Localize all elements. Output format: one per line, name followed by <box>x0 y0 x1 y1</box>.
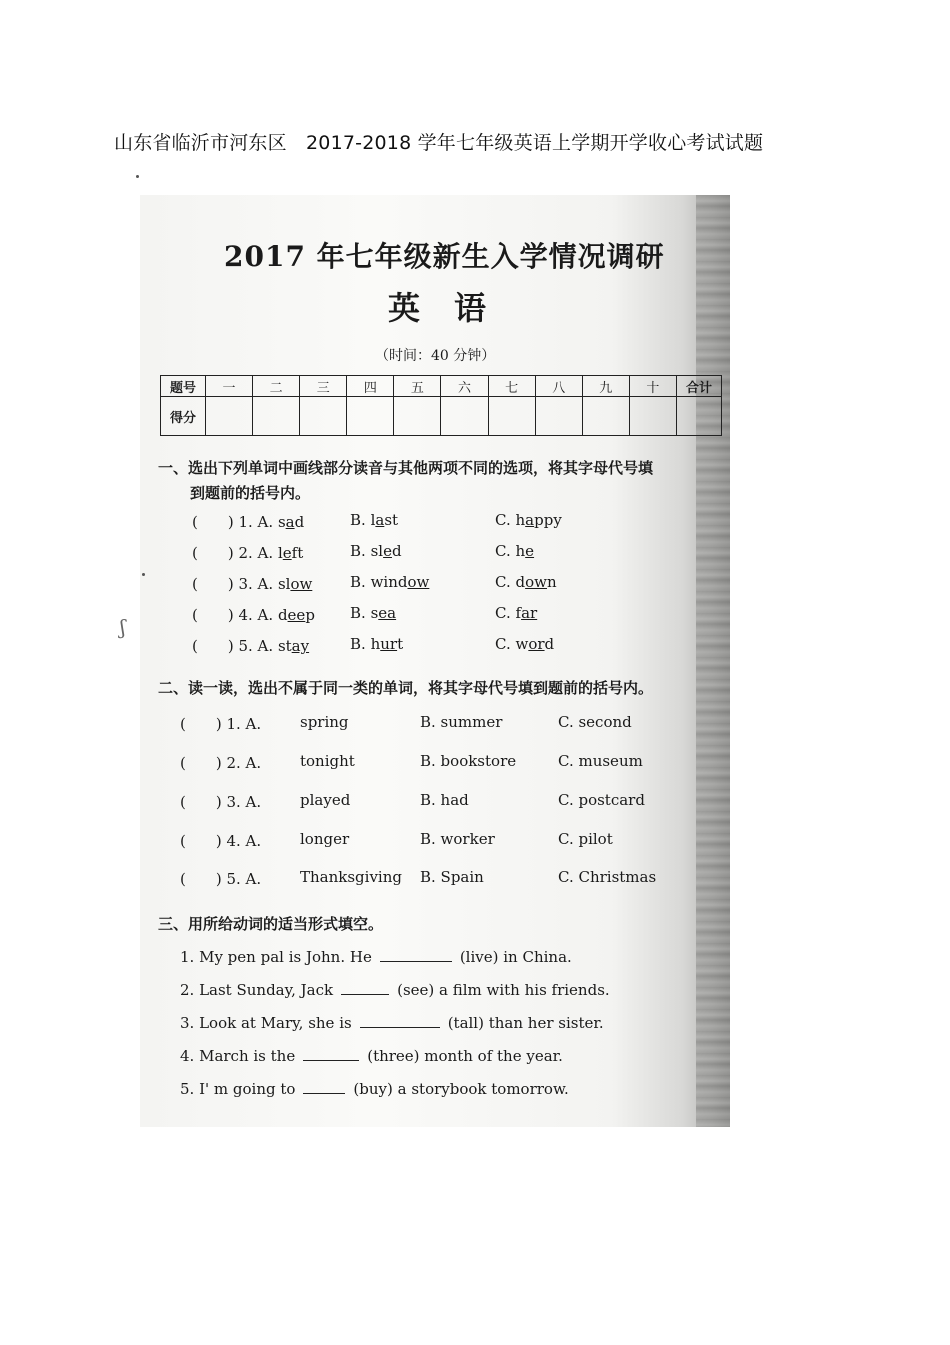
score-header-cell: 五 <box>394 376 441 397</box>
option-b: B. had <box>420 791 469 809</box>
answer-blank[interactable] <box>380 947 452 962</box>
underlined-part: ea <box>378 604 397 622</box>
section3-question <box>180 1079 569 1098</box>
scan-speck <box>136 175 139 178</box>
verb-hint: (three) month of the year. <box>367 1047 563 1065</box>
question-number: ( ) 1. A. <box>192 513 274 531</box>
word-part: w <box>515 635 529 653</box>
answer-blank[interactable] <box>341 980 389 995</box>
option-a: spring <box>300 713 349 731</box>
word-part: sl <box>277 575 291 593</box>
answer-blank[interactable] <box>360 1013 440 1028</box>
option-b: B. worker <box>420 830 495 848</box>
option-label: B. <box>350 542 366 560</box>
question-text: 4. March is the <box>180 1047 296 1065</box>
underlined-part: a <box>525 511 535 529</box>
word-part: wind <box>370 573 408 591</box>
section1-question <box>192 542 535 563</box>
underlined-part: ar <box>521 604 538 622</box>
word-part: s <box>277 513 286 531</box>
question-text: 3. Look at Mary, she is <box>180 1014 352 1032</box>
question-number: ( ) 4. A. <box>180 832 262 850</box>
score-cell <box>629 397 676 436</box>
underlined-part: ow <box>525 573 547 591</box>
underlined-part: ow <box>290 575 313 593</box>
scan-edge-shadow <box>696 195 730 1127</box>
score-cell <box>441 397 488 436</box>
option-b <box>350 573 429 591</box>
option-c <box>495 511 562 529</box>
score-header-cell: 六 <box>441 376 488 397</box>
score-header-cell: 七 <box>488 376 535 397</box>
score-cell <box>394 397 441 436</box>
score-header-cell: 一 <box>206 376 253 397</box>
pencil-mark: ʃ <box>120 615 126 639</box>
score-cell <box>582 397 629 436</box>
word-part: l <box>277 544 283 562</box>
scan-speck <box>142 573 145 576</box>
word-part: st <box>384 511 399 529</box>
score-header-cell: 题号 <box>161 376 206 397</box>
verb-hint: (live) in China. <box>459 948 572 966</box>
scanned-exam-page <box>120 195 730 1127</box>
option-c <box>495 542 534 560</box>
underlined-part: e <box>282 544 292 562</box>
document-title: 山东省临沂市河东区 2017-2018 学年七年级英语上学期开学收心考试试题 <box>114 132 764 154</box>
section1-question <box>192 604 538 625</box>
option-a: Thanksgiving <box>300 868 402 886</box>
option-a-word <box>278 575 312 593</box>
option-label: C. <box>495 604 511 622</box>
score-header-cell: 八 <box>535 376 582 397</box>
option-label: C. <box>495 635 511 653</box>
answer-blank[interactable] <box>303 1079 345 1094</box>
word-part: n <box>546 573 557 591</box>
question-text: 5. I' m going to <box>180 1080 296 1098</box>
score-cell <box>206 397 253 436</box>
underlined-part: a <box>285 513 295 531</box>
option-label: C. <box>495 573 511 591</box>
option-b: B. Spain <box>420 868 484 886</box>
word-part: h <box>370 635 381 653</box>
option-c: C. second <box>558 713 632 731</box>
option-c <box>495 604 537 622</box>
option-a-word <box>278 606 315 624</box>
word-part: l <box>370 511 376 529</box>
underlined-part: ay <box>291 637 310 655</box>
section2-title: 二、读一读，选出不属于同一类的单词，将其字母代号填到题前的括号内。 <box>158 679 654 697</box>
score-header-cell: 九 <box>582 376 629 397</box>
underlined-part: e <box>525 542 535 560</box>
option-b: B. bookstore <box>420 752 517 770</box>
option-label: B. <box>350 604 366 622</box>
option-c <box>495 573 557 591</box>
word-part: ft <box>291 544 304 562</box>
question-number: ( ) 1. A. <box>180 715 262 733</box>
score-header-cell: 二 <box>253 376 300 397</box>
option-a: longer <box>300 830 350 848</box>
score-cell <box>347 397 394 436</box>
word-part: d <box>544 635 555 653</box>
score-cell <box>488 397 535 436</box>
section1-title-line2: 到题前的括号内。 <box>190 484 311 502</box>
word-part: d <box>515 573 526 591</box>
option-c <box>495 635 554 653</box>
verb-hint: (buy) a storybook tomorrow. <box>353 1080 569 1098</box>
answer-blank[interactable] <box>303 1046 359 1061</box>
word-part: d <box>294 513 305 531</box>
option-b <box>350 635 403 653</box>
option-b: B. summer <box>420 713 503 731</box>
option-c: C. museum <box>558 752 643 770</box>
score-cell <box>253 397 300 436</box>
score-row-label: 得分 <box>161 397 206 436</box>
score-table <box>160 375 722 436</box>
question-text: 1. My pen pal is John. He <box>180 948 372 966</box>
section1-question <box>192 511 562 532</box>
section3-question <box>180 1013 604 1032</box>
option-b <box>350 542 402 560</box>
section1-question <box>192 573 557 594</box>
question-number: ( ) 5. A. <box>192 637 274 655</box>
option-c: C. postcard <box>558 791 645 809</box>
word-part: d <box>391 542 402 560</box>
exam-subject: 英语 <box>388 289 521 327</box>
exam-heading: 2017 年七年级新生入学情况调研 <box>224 240 665 273</box>
question-number: ( ) 2. A. <box>192 544 274 562</box>
option-label: C. <box>495 542 511 560</box>
section1-title-line1: 一、选出下列单词中画线部分读音与其他两项不同的选项，将其字母代号填 <box>158 459 654 477</box>
underlined-part: ee <box>287 606 306 624</box>
word-part: sl <box>370 542 384 560</box>
word-part: f <box>515 604 522 622</box>
word-part: t <box>397 635 404 653</box>
option-label: B. <box>350 511 366 529</box>
section1-question <box>192 635 555 656</box>
underlined-part: ow <box>407 573 430 591</box>
section3-question <box>180 1046 563 1065</box>
question-text: 2. Last Sunday, Jack <box>180 981 334 999</box>
underlined-part: a <box>375 511 385 529</box>
word-part: h <box>515 542 526 560</box>
option-a-word <box>278 513 304 531</box>
option-a: tonight <box>300 752 355 770</box>
word-part: s <box>370 604 379 622</box>
section3-question <box>180 980 610 999</box>
score-cell <box>677 397 722 436</box>
option-a: played <box>300 791 351 809</box>
word-part: ppy <box>534 511 562 529</box>
underlined-part: ur <box>380 635 398 653</box>
word-part: st <box>277 637 292 655</box>
question-number: ( ) 4. A. <box>192 606 274 624</box>
score-header-cell: 十 <box>629 376 676 397</box>
section3-title: 三、用所给动词的适当形式填空。 <box>158 915 384 933</box>
option-label: B. <box>350 635 366 653</box>
section3-question <box>180 947 572 966</box>
score-header-cell: 三 <box>300 376 347 397</box>
question-number: ( ) 3. A. <box>192 575 274 593</box>
underlined-part: e <box>383 542 392 560</box>
question-number: ( ) 3. A. <box>180 793 262 811</box>
question-number: ( ) 2. A. <box>180 754 262 772</box>
score-header-cell: 四 <box>347 376 394 397</box>
word-part: h <box>515 511 526 529</box>
score-header-cell: 合计 <box>677 376 722 397</box>
word-part: p <box>305 606 315 624</box>
underlined-part: or <box>528 635 545 653</box>
option-b <box>350 511 398 529</box>
option-a-word <box>278 637 309 655</box>
option-a-word <box>278 544 303 562</box>
question-number: ( ) 5. A. <box>180 870 262 888</box>
option-b <box>350 604 396 622</box>
score-cell <box>535 397 582 436</box>
score-cell <box>300 397 347 436</box>
option-c: C. Christmas <box>558 868 657 886</box>
exam-time: （时间：40 分钟） <box>375 348 496 364</box>
option-label: C. <box>495 511 511 529</box>
word-part: d <box>277 606 288 624</box>
verb-hint: (see) a film with his friends. <box>397 981 610 999</box>
verb-hint: (tall) than her sister. <box>447 1014 604 1032</box>
option-c: C. pilot <box>558 830 613 848</box>
option-label: B. <box>350 573 366 591</box>
